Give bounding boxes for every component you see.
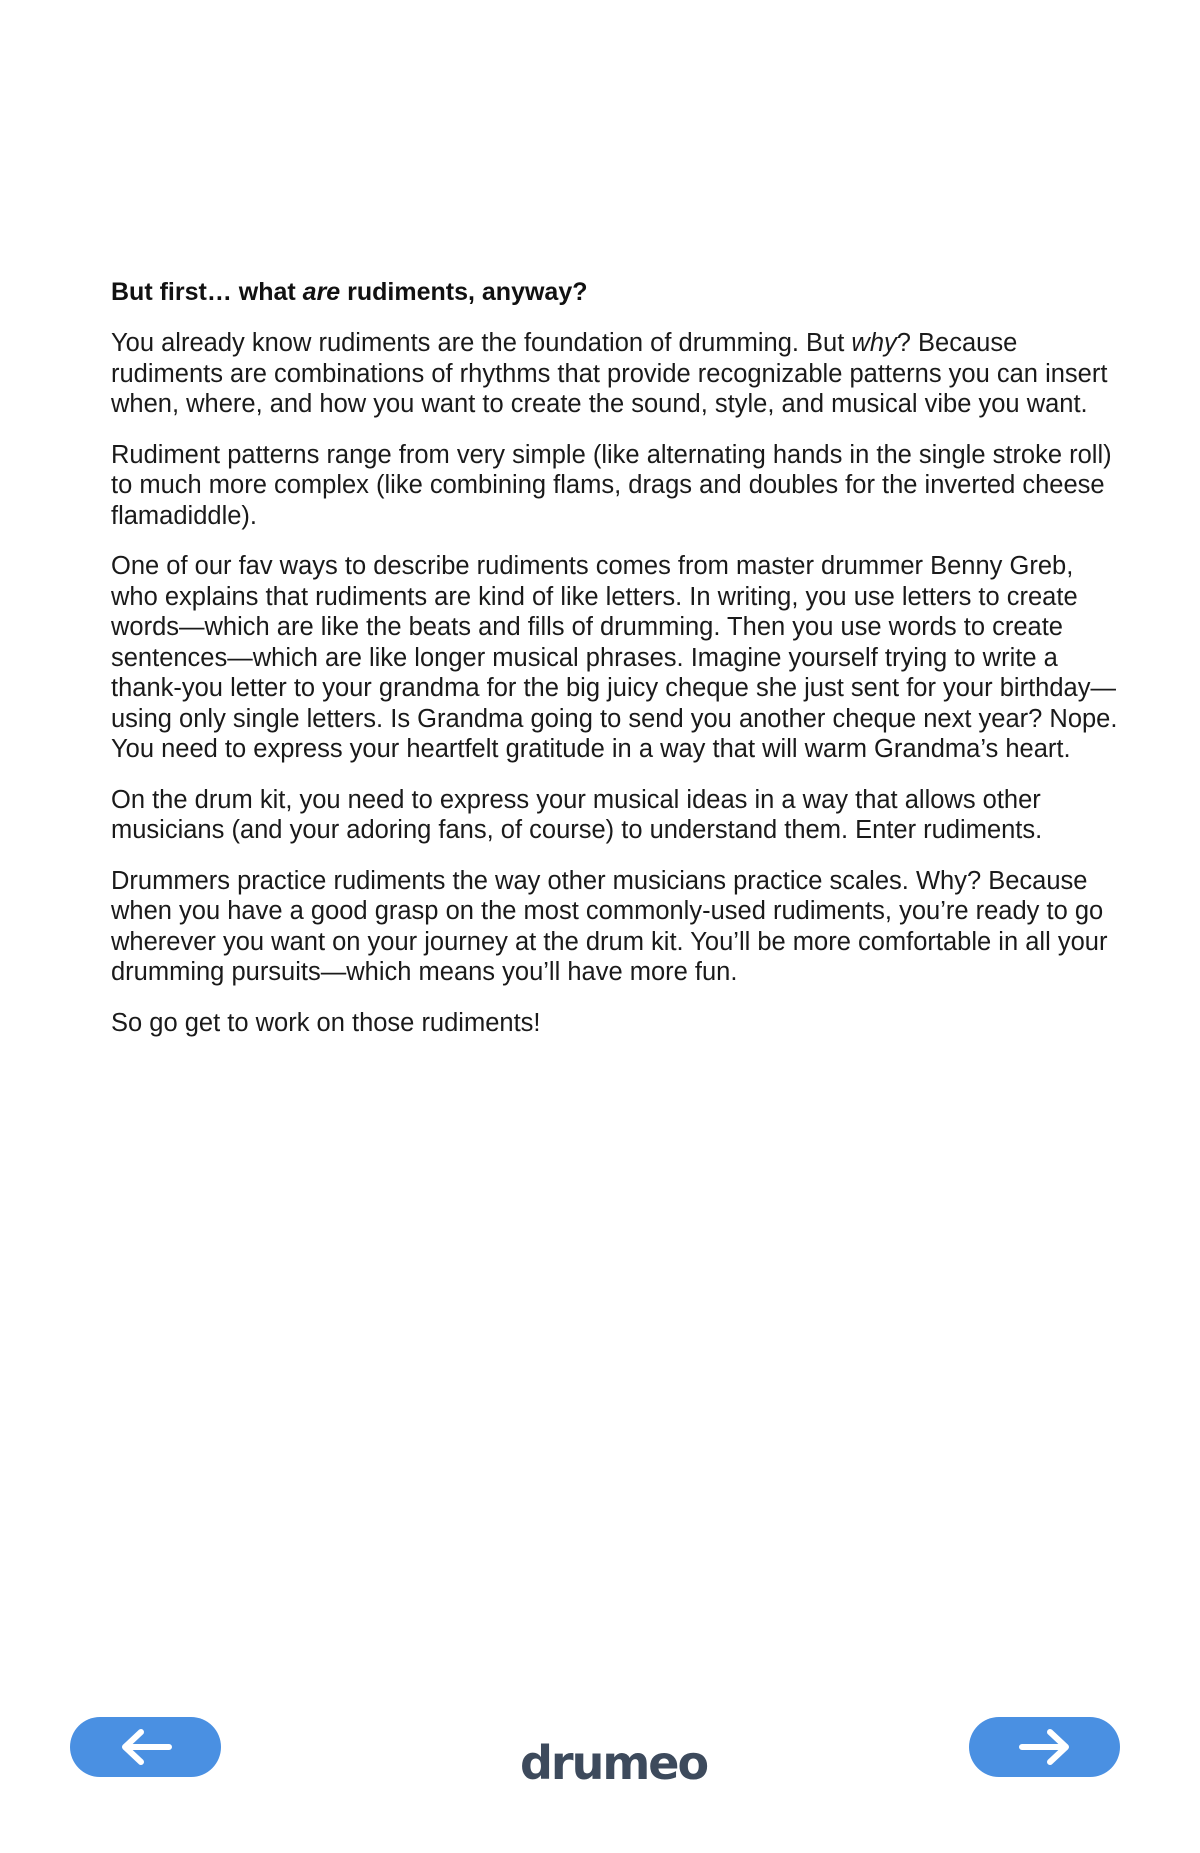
previous-page-button[interactable]	[70, 1717, 221, 1777]
heading-emphasis: are	[302, 278, 341, 306]
paragraph-1-emphasis: why	[851, 329, 897, 357]
paragraph-2: Rudiment patterns range from very simple (like alternating hands in the single stroke roll) to much more complex (like combining flams, drags and doubles for the inverted cheese flamadiddle).	[111, 440, 1112, 530]
arrow-right-icon	[1016, 1727, 1074, 1767]
drumeo-logo: drumeo	[520, 1736, 708, 1790]
paragraph-1-b: ? Because rudiments are combinations of rhythms that provide recognizable patterns you can insert when, where, and how you want to create the sound, style, and musical vibe you want.	[111, 329, 1108, 418]
paragraph-3: One of our fav ways to describe rudiments comes from master drummer Benny Greb, who explains that rudiments are kind of like letters. In writing, you use letters to create words—which are like the beats and fills of drumming. Then you use words to create sentences—which are like longer musical phrases. Imagine yourself trying to write a thank-you letter to your grandma for the big juicy cheque she just sent for your birthday—using only single letters. Is Grandma going to send you another cheque next year? Nope. You need to express your heartfelt gratitude in a way that will warm Grandma’s heart.	[111, 552, 1118, 763]
paragraph-4: On the drum kit, you need to express your musical ideas in a way that allows other musicians (and your adoring fans, of course) to understand them. Enter rudiments.	[111, 785, 1043, 844]
paragraph-5: Drummers practice rudiments the way other musicians practice scales. Why? Because when you have a good grasp on the most commonly-used rudiments, you’re ready to go wherever you want on your journey at the drum kit. You’ll be more comfortable in all your drumming pursuits—which means you’ll have more fun.	[111, 866, 1108, 986]
heading-part-2: rudiments, anyway?	[340, 278, 588, 306]
section-heading	[111, 276, 1121, 308]
heading-part-1: But first… what	[111, 278, 303, 306]
next-page-button[interactable]	[969, 1717, 1120, 1777]
arrow-left-icon	[117, 1727, 175, 1767]
paragraph-1	[111, 328, 1121, 420]
paragraph-6: So go get to work on those rudiments!	[111, 1008, 541, 1037]
paragraph-1-a: You already know rudiments are the foundation of drumming. But	[111, 329, 852, 357]
article-content	[111, 276, 1121, 1058]
